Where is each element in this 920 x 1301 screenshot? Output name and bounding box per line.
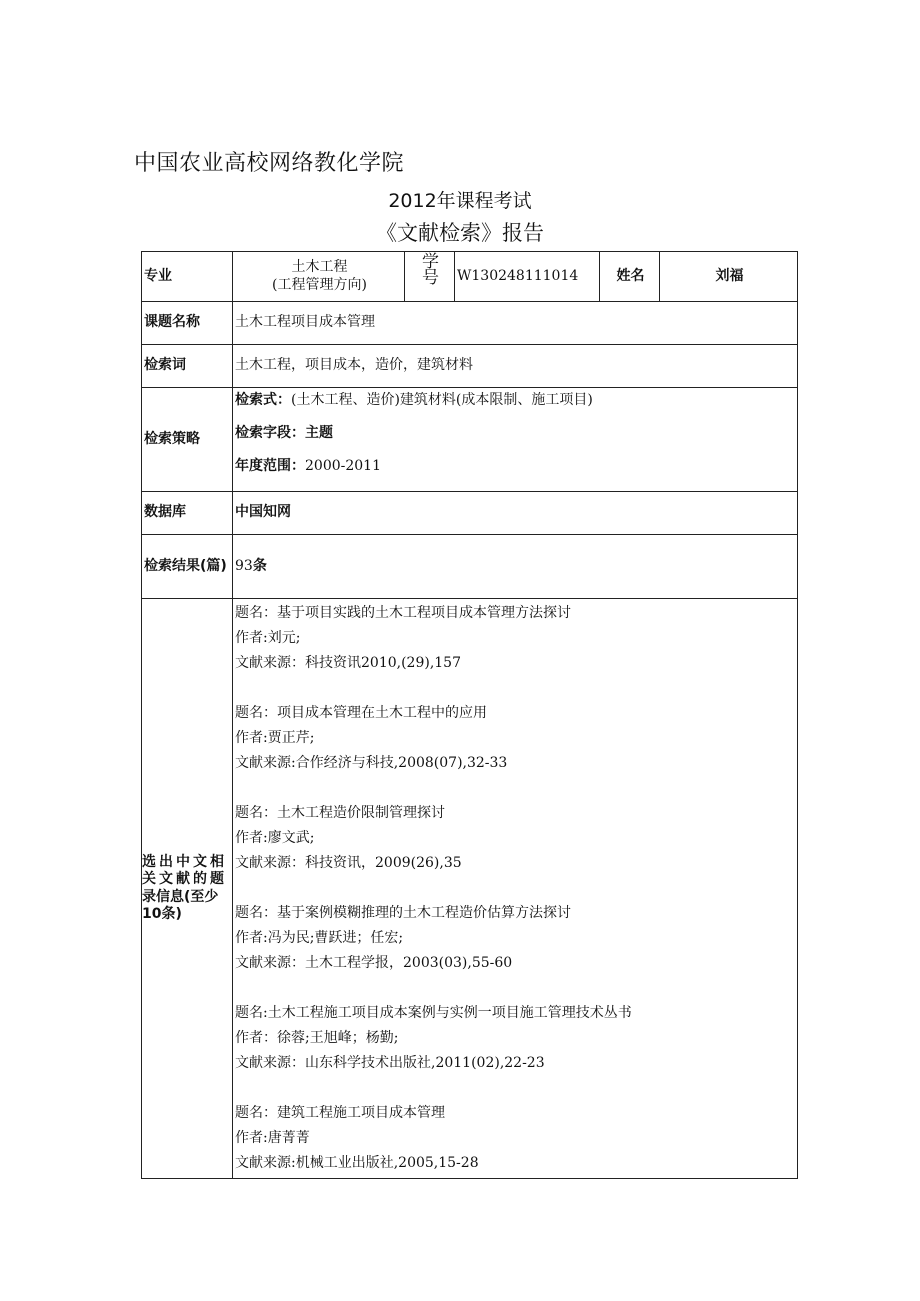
ref-author: 作者：徐蓉;王旭峰；杨勤; [235,1030,399,1046]
keywords-row [142,345,798,388]
keywords-label: 检索词 [142,345,233,388]
strategy-value [233,388,798,492]
results-count: 93 [235,557,253,574]
database-label: 数据库 [142,492,233,535]
ref-author: 作者:廖文武; [235,830,315,846]
strategy-field [235,412,797,454]
results-unit: 条 [252,557,267,574]
ref-title: 题名：基于项目实践的土木工程项目成本管理方法探讨 [235,605,571,621]
selected-label-line1: 选出中文相 [142,853,227,870]
ref-item [235,601,797,701]
selected-refs [233,599,798,1179]
ref-title: 题名：建筑工程施工项目成本管理 [235,1105,445,1121]
ref-source: 文献来源：山东科学技术出版社,2011(02),22-23 [235,1055,545,1071]
strategy-label: 检索策略 [142,388,233,492]
name-value: 刘福 [660,252,798,302]
database-row [142,492,798,535]
topic-label: 课题名称 [142,302,233,345]
report-title: 《文献检索》报告 [376,221,544,245]
field-value: 主题 [305,425,333,441]
field-label: 检索字段： [235,425,305,441]
selected-label-line4: 10条) [142,906,182,922]
ref-title: 题名:土木工程施工项目成本案例与实例一项目施工管理技术丛书 [235,1005,632,1021]
ref-title: 题名：基于案例模糊推理的土木工程造价估算方法探讨 [235,905,571,921]
student-id-label [405,252,455,302]
ref-author: 作者:贾正芹; [235,730,315,746]
info-row [142,252,798,302]
topic-value: 土木工程项目成本管理 [233,302,798,345]
selected-label [142,599,233,1179]
selected-row [142,599,798,1179]
ref-source: 文献来源:机械工业出版社,2005,15-28 [235,1155,479,1171]
ref-author: 作者:刘元; [235,630,301,646]
ref-source: 文献来源：科技资讯2010,(29),157 [235,655,461,671]
ref-item [235,701,797,801]
major-label: 专业 [142,252,233,302]
selected-label-line2: 关文献的题 [142,871,227,887]
major-line2: (工程管理方向) [272,276,367,293]
strategy-years [235,454,797,478]
ref-title: 题名：项目成本管理在土木工程中的应用 [235,705,487,721]
name-label: 姓名 [600,252,660,302]
ref-source: 文献来源:合作经济与科技,2008(07),32-33 [235,755,508,771]
ref-source: 文献来源：土木工程学报，2003(03),55-60 [235,955,513,971]
selected-label-line3: 录信息(至少 [142,888,219,905]
years-label: 年度范围： [235,458,305,474]
student-id-label-1: 学 [422,252,439,272]
years-value: 2000-2011 [305,458,381,474]
report-table [141,251,798,1179]
results-label: 检索结果(篇) [142,535,233,599]
expression-value: (土木工程、造价)建筑材料(成本限制、施工项目) [291,392,593,408]
ref-item [235,1101,797,1176]
strategy-expression [235,388,797,412]
database-value: 中国知网 [233,492,798,535]
ref-item [235,801,797,901]
ref-author: 作者:冯为民;曹跃进；任宏; [235,930,404,946]
major-value [233,252,405,302]
results-value [233,535,798,599]
major-line1: 土木工程 [291,259,348,275]
expression-label: 检索式： [235,392,291,408]
ref-author: 作者:唐菁菁 [235,1130,310,1146]
ref-source: 文献来源：科技资讯，2009(26),35 [235,855,462,871]
ref-item [235,901,797,1001]
results-row [142,535,798,599]
topic-row [142,302,798,345]
exam-title: 2012年课程考试 [388,190,532,212]
school-name: 中国农业高校网络教化学院 [134,151,405,176]
student-id-value: W130248111014 [455,252,600,302]
strategy-row [142,388,798,492]
ref-title: 题名：土木工程造价限制管理探讨 [235,805,445,821]
student-id-label-2: 号 [422,268,439,289]
keywords-value: 土木工程，项目成本，造价，建筑材料 [233,345,798,388]
ref-item [235,1001,797,1101]
